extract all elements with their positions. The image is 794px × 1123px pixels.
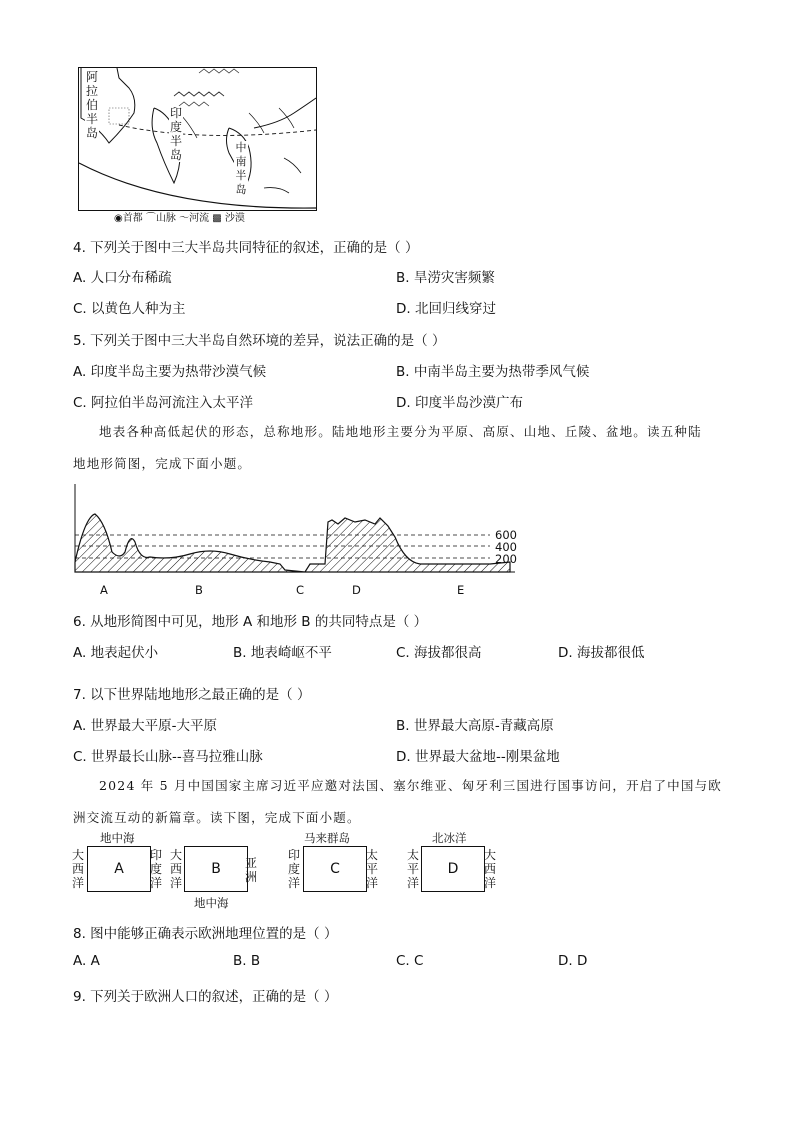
- q4-option-d[interactable]: D. 北回归线穿过: [396, 301, 496, 317]
- landform-e-label: E: [457, 583, 465, 597]
- box-c: C: [303, 846, 367, 892]
- q6-option-d[interactable]: D. 海拔都很低: [558, 645, 645, 661]
- question-7-stem: 7. 以下世界陆地地形之最正确的是（ ）: [73, 687, 311, 703]
- question-9-stem: 9. 下列关于欧洲人口的叙述，正确的是（ ）: [73, 989, 338, 1005]
- box-d-left: 太平洋: [406, 848, 419, 890]
- intro-landforms-line2: 地地形简图，完成下面小题。: [73, 456, 252, 471]
- asia-map: [78, 67, 317, 211]
- label-indochina-peninsula: 中南半岛: [235, 141, 247, 196]
- q8-option-c[interactable]: C. C: [396, 953, 424, 969]
- box-a-top: 地中海: [100, 831, 135, 845]
- map-legend: ◉首都 ⌒山脉 〜河流 ▩ 沙漠: [114, 213, 245, 224]
- box-a-left: 大西洋: [71, 848, 84, 890]
- q6-option-c[interactable]: C. 海拔都很高: [396, 645, 482, 661]
- level-600: 600: [495, 528, 517, 542]
- intro-landforms-line1: 地表各种高低起伏的形态，总称地形。陆地地形主要分为平原、高原、山地、丘陵、盆地。读五种陆: [99, 424, 702, 439]
- landform-c-label: C: [296, 583, 305, 597]
- box-d-right: 大西洋: [483, 848, 496, 890]
- q8-option-b[interactable]: B. B: [233, 953, 261, 969]
- box-c-left: 印度洋: [287, 848, 300, 890]
- q8-option-d[interactable]: D. D: [558, 953, 588, 969]
- label-arabian-peninsula: 阿拉伯半岛: [85, 70, 98, 140]
- intro-europe: [73, 770, 723, 834]
- box-c-right: 太平洋: [365, 848, 378, 890]
- landform-a-label: A: [100, 583, 108, 597]
- q4-option-b[interactable]: B. 旱涝灾害频繁: [396, 270, 495, 286]
- q5-option-b[interactable]: B. 中南半岛主要为热带季风气候: [396, 364, 590, 380]
- q6-option-a[interactable]: A. 地表起伏小: [73, 645, 159, 661]
- q7-option-b[interactable]: B. 世界最大高原-青藏高原: [396, 718, 554, 734]
- question-4-stem: 4. 下列关于图中三大半岛共同特征的叙述，正确的是（ ）: [73, 240, 419, 256]
- question-6-stem: 6. 从地形简图中可见，地形 A 和地形 B 的共同特点是（ ）: [73, 614, 428, 630]
- level-200: 200: [495, 552, 517, 566]
- q5-option-d[interactable]: D. 印度半岛沙漠广布: [396, 395, 523, 411]
- q8-option-a[interactable]: A. A: [73, 953, 100, 969]
- box-b-bottom: 地中海: [194, 896, 229, 910]
- intro-europe-line1: 2024 年 5 月中国国家主席习近平应邀对法国、塞尔维亚、匈牙利三国进行国事访问，开启了中国与欧: [99, 778, 722, 793]
- box-d: D: [421, 846, 485, 892]
- label-indian-peninsula: 印度半岛: [169, 106, 182, 162]
- box-a: A: [87, 846, 151, 892]
- map-drawing: [79, 68, 316, 210]
- intro-landforms: [73, 416, 723, 480]
- q6-option-b[interactable]: B. 地表崎岖不平: [233, 645, 332, 661]
- q4-option-c[interactable]: C. 以黄色人种为主: [73, 301, 186, 317]
- level-400: 400: [495, 540, 517, 554]
- q5-option-c[interactable]: C. 阿拉伯半岛河流注入太平洋: [73, 395, 254, 411]
- q4-option-a[interactable]: A. 人口分布稀疏: [73, 270, 172, 286]
- question-8-stem: 8. 图中能够正确表示欧洲地理位置的是（ ）: [73, 926, 338, 942]
- q7-option-d[interactable]: D. 世界最大盆地--刚果盆地: [396, 749, 560, 765]
- question-5-stem: 5. 下列关于图中三大半岛自然环境的差异，说法正确的是（ ）: [73, 333, 446, 349]
- q7-option-a[interactable]: A. 世界最大平原-大平原: [73, 718, 217, 734]
- q5-option-a[interactable]: A. 印度半岛主要为热带沙漠气候: [73, 364, 267, 380]
- box-a-right: 印度洋: [149, 848, 162, 890]
- box-c-top: 马来群岛: [304, 831, 350, 845]
- terrain-profile-drawing: [70, 482, 530, 597]
- landform-b-label: B: [195, 583, 203, 597]
- box-d-top: 北冰洋: [432, 831, 467, 845]
- box-b-left: 大西洋: [169, 848, 182, 890]
- landform-d-label: D: [352, 583, 361, 597]
- intro-europe-line2: 洲交流互动的新篇章。读下图，完成下面小题。: [73, 810, 361, 825]
- box-b-right: 亚洲: [244, 856, 257, 884]
- terrain-profile: [70, 482, 530, 597]
- box-b: B: [184, 846, 248, 892]
- q7-option-c[interactable]: C. 世界最长山脉--喜马拉雅山脉: [73, 749, 263, 765]
